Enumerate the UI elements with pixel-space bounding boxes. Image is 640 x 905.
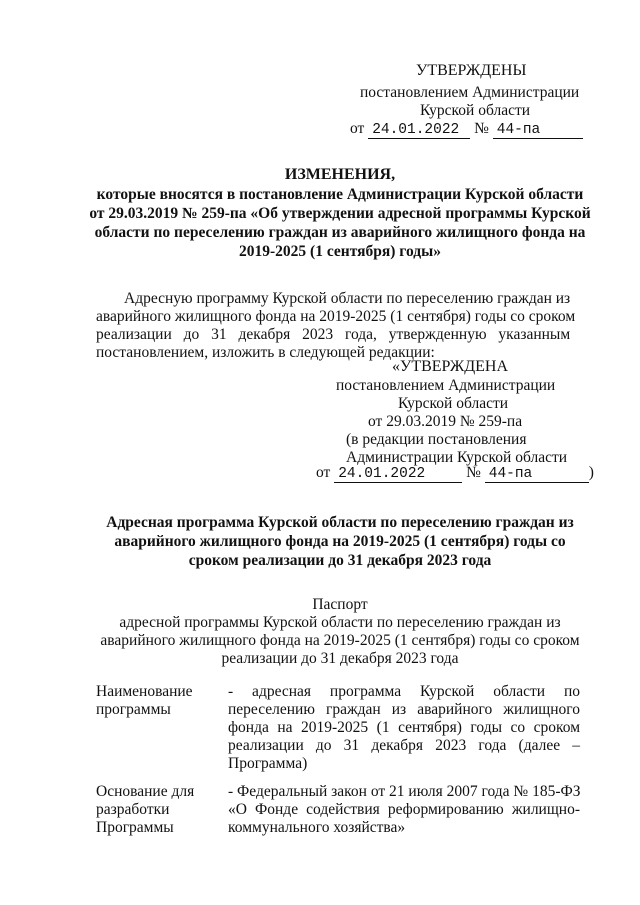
passport-row-1-label-line-2: программы — [96, 701, 171, 718]
passport-row-1-value-line-5: Программа) — [228, 755, 308, 772]
approval-number: 44-па — [493, 122, 583, 139]
passport-row-2-label-line-1: Основание для — [96, 783, 195, 800]
quoted-approval-number-prefix: № — [466, 464, 481, 481]
approval-line-1: постановлением Администрации — [360, 84, 580, 101]
passport-row-1-value-line-3: фонда на 2019-2025 (1 сентября) годы со сроком — [228, 719, 580, 736]
passport-row-2-value-line-3: коммунального хозяйства» — [228, 819, 406, 836]
quoted-approval-heading: «УТВЕРЖДЕНА — [392, 358, 509, 375]
passport-line-3: реализации до 31 декабря 2023 года — [221, 650, 459, 667]
intro-line-1: Адресную программу Курской области по переселению граждан из — [124, 290, 571, 307]
passport-line-1: адресной программы Курской области по переселению граждан из — [119, 614, 561, 631]
passport-row-1-value-line-1: - адресная программа Курской области по — [228, 683, 580, 700]
changes-line-4: 2019-2025 (1 сентября) годы» — [239, 243, 441, 260]
approval-heading: УТВЕРЖДЕНЫ — [416, 62, 527, 79]
quoted-approval-date-line — [316, 464, 594, 483]
quoted-approval-date: 24.01.2022 — [334, 466, 462, 483]
quoted-approval-line-5: Администрации Курской области — [346, 449, 568, 466]
changes-line-2: от 29.03.2019 № 259-па «Об утверждении адресной программы Курской — [89, 205, 591, 222]
quoted-approval-line-1: постановлением Администрации — [336, 377, 556, 394]
quoted-approval-number: 44-па — [485, 466, 589, 483]
intro-line-3: реализации до 31 декабря 2023 года, утвержденную указанным — [96, 326, 571, 343]
passport-row-1-value-line-4: реализации до 31 декабря 2023 года (далее – — [228, 737, 580, 754]
approval-line-2: Курской области — [420, 102, 531, 119]
changes-line-3: области по переселению граждан из аварийного жилищного фонда на — [94, 224, 586, 241]
program-title-line-1: Адресная программа Курской области по переселению граждан из — [106, 514, 574, 531]
passport-title: Паспорт — [312, 596, 368, 613]
approval-date: 24.01.2022 — [368, 122, 470, 139]
quoted-approval-line-3: от 29.03.2019 № 259-па — [368, 413, 523, 430]
program-title-line-2: аварийного жилищного фонда на 2019-2025 (1 сентября) годы со — [114, 533, 566, 550]
quoted-approval-closing: ) — [588, 464, 594, 481]
quoted-approval-date-prefix: от — [316, 464, 331, 481]
quoted-approval-line-4: (в редакции постановления — [346, 431, 527, 448]
passport-row-1-label-line-1: Наименование — [96, 683, 193, 700]
changes-title: ИЗМЕНЕНИЯ, — [284, 166, 396, 183]
quoted-approval-line-2: Курской области — [398, 395, 509, 412]
approval-date-line — [350, 120, 583, 139]
passport-row-2-label-line-2: разработки — [96, 801, 170, 818]
passport-row-1-value-line-2: переселению граждан из аварийного жилищного — [228, 701, 580, 718]
intro-line-4: постановлением, изложить в следующей редакции: — [96, 344, 435, 361]
passport-row-2-label-line-3: Программы — [96, 819, 174, 836]
passport-line-2: аварийного жилищного фонда на 2019-2025 (1 сентября) годы со сроком — [100, 632, 580, 649]
changes-line-1: которые вносятся в постановление Администрации Курской области — [96, 186, 584, 203]
approval-number-prefix: № — [474, 120, 489, 137]
approval-date-prefix: от — [350, 120, 365, 137]
passport-row-2-value-line-2: «О Фонде содействия реформированию жилищно- — [228, 801, 580, 818]
passport-row-2-value-line-1: - Федеральный закон от 21 июля 2007 года № 185-ФЗ — [228, 783, 581, 800]
intro-line-2: аварийного жилищного фонда на 2019-2025 (1 сентября) годы со сроком — [96, 308, 576, 325]
program-title-line-3: сроком реализации до 31 декабря 2023 года — [188, 552, 492, 569]
